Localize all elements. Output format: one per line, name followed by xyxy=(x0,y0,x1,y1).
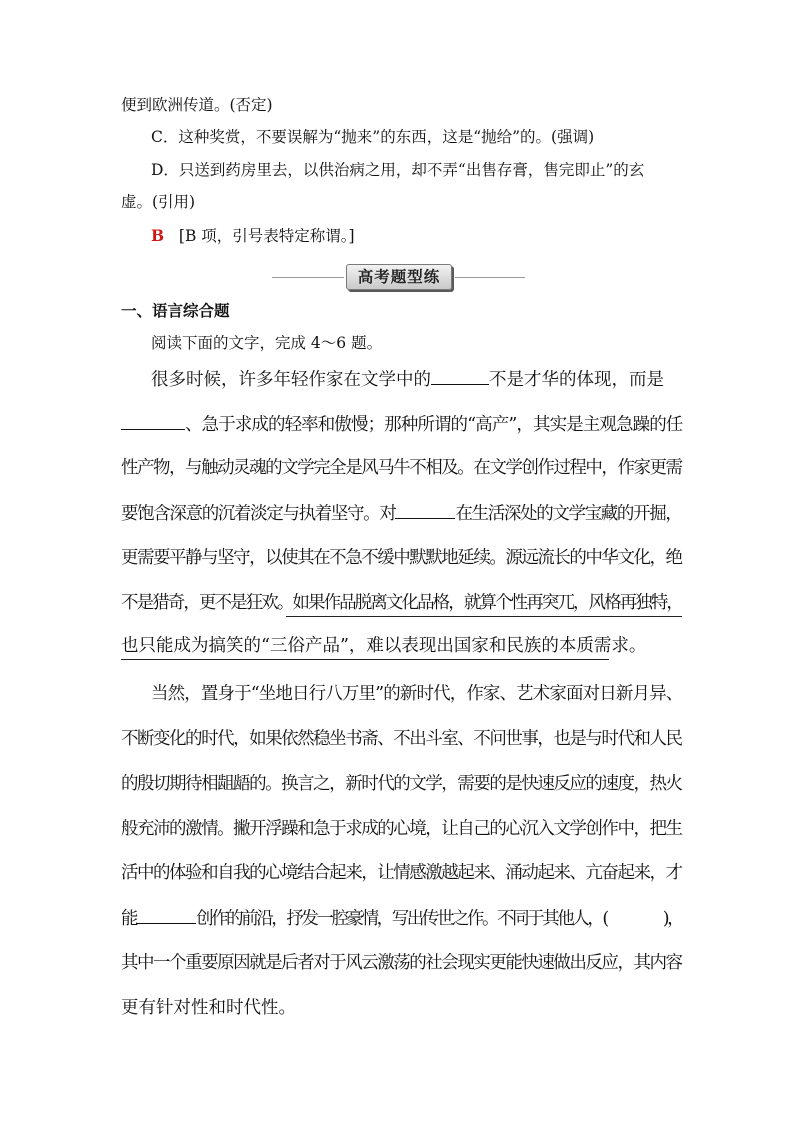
passage-line: 更需要平静与坚守，以使其在不急不缓中默默地延续。源远流长的中华文化，绝 xyxy=(121,548,682,568)
fill-blank[interactable] xyxy=(431,367,489,385)
banner-rule-left xyxy=(272,277,344,278)
fill-blank[interactable] xyxy=(136,906,196,924)
passage-line: 般充沛的激情。撇开浮躁和急于求成的心境，让自己的心沉入文学创作中，把生 xyxy=(121,819,682,839)
option-c: C．这种奖赏，不要误解为“抛来”的东西，这是“抛给”的。(强调) xyxy=(151,128,595,146)
passage-line: 更有针对性和时代性。 xyxy=(121,998,296,1018)
option-d: D．只送到药房里去，以供治病之用，却不弄“出售存膏，售完即止”的玄 xyxy=(151,161,645,179)
underlined-sentence: 如果作品脱离文化品格，就算个性再突兀，风格再独特， xyxy=(292,593,683,613)
passage-line: 的殷切期待相龃龉的。换言之，新时代的文学，需要的是快速反应的速度，热火 xyxy=(121,774,682,794)
answer-line xyxy=(151,226,355,246)
sentence-underline xyxy=(286,616,682,617)
fill-blank[interactable] xyxy=(395,501,455,519)
section-banner: 高考题型练 xyxy=(346,264,452,290)
instruction: 阅读下面的文字，完成 4～6 题。 xyxy=(151,334,383,352)
passage-line: 也只能成为搞笑的“三俗产品”，难以表现出国家和民族的本质需求。 xyxy=(121,636,647,656)
passage-line: 其中一个重要原因就是后者对于风云激荡的社会现实更能快速做出反应，其内容 xyxy=(121,953,682,973)
passage-line: 很多时候，许多年轻作家在文学中的 不是才华的体现，而是 xyxy=(151,367,664,392)
passage-line: 要饱含深意的沉着淡定与执着坚守。对 在生活深处的文学宝藏的开掘， xyxy=(121,501,682,526)
fill-blank[interactable] xyxy=(121,412,185,430)
passage-line: 性产物，与触动灵魂的文学完全是风马牛不相及。在文学创作过程中，作家更需 xyxy=(121,458,682,478)
passage-line: 不是猎奇，更不是狂欢。如果作品脱离文化品格，就算个性再突兀，风格再独特， xyxy=(121,593,683,613)
passage-line: 活中的体验和自我的心境结合起来，让情感激越起来、涌动起来、亢奋起来，才 xyxy=(121,863,682,883)
sentence-underline xyxy=(121,659,609,660)
banner-rule-right xyxy=(455,277,525,278)
passage-line: 不断变化的时代，如果依然稳坐书斋、不出斗室、不问世事，也是与时代和人民 xyxy=(121,729,682,749)
section-heading: 一、语言综合题 xyxy=(121,301,230,320)
passage-line: 能 创作的前沿，抒发一腔豪情，写出传世之作。不同于其他人，( )， xyxy=(121,906,682,931)
text-line: 便到欧洲传道。(否定) xyxy=(121,96,273,114)
passage-line: 当然，置身于“坐地日行八万里”的新时代，作家、艺术家面对日新月异、 xyxy=(151,684,683,704)
text-line: 虚。(引用) xyxy=(121,193,196,211)
answer-explanation: [B 项，引号表特定称谓。] xyxy=(178,227,355,245)
answer-letter: B xyxy=(151,226,165,245)
passage-line: 、急于求成的轻率和傲慢；那种所谓的“高产”，其实是主观急躁的任 xyxy=(121,412,682,437)
